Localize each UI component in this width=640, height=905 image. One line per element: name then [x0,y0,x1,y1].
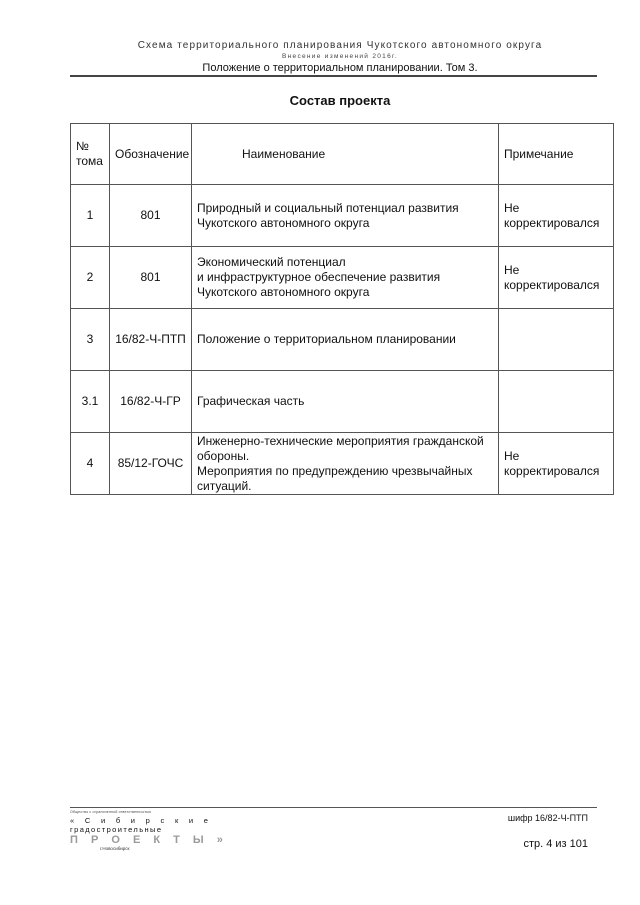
cell-designation: 801 [110,185,192,247]
cell-designation: 85/12-ГОЧС [110,433,192,495]
table-row [71,309,614,371]
cell-note [499,185,614,247]
cell-name-line: ситуаций. [197,478,252,493]
cell-note-line: Не [504,448,520,463]
column-header-volume-number-line2: тома [76,154,103,168]
cell-name-line: Чукотского автономного округа [197,285,370,299]
cell-note [499,433,614,495]
cell-name [192,309,499,371]
cell-volume-number: 2 [71,247,110,309]
cell-name-line: Экономический потенциал [197,255,346,269]
column-header-volume-number-line1: № [76,139,89,153]
cell-note [499,247,614,309]
cell-note-line: Не [504,262,520,277]
table-row [71,433,614,495]
cell-volume-number: 4 [71,433,110,495]
cell-name-line: Графическая часть [197,394,305,408]
footer-rule [70,807,597,808]
cell-designation: 801 [110,247,192,309]
table-header-row [71,124,614,185]
table-row [71,247,614,309]
cell-name [192,247,499,309]
header-rule [70,75,597,77]
cell-name-line: и инфраструктурное обеспечение развития [197,270,441,284]
cell-name-line: Природный и социальный потенциал развития [197,200,459,215]
column-header-note: Примечание [499,124,614,185]
cell-name-line: Инженерно-технические мероприятия гражданской [197,433,484,448]
cell-name [192,371,499,433]
cell-name [192,185,499,247]
table-row [71,371,614,433]
cell-note-line: Не [504,200,520,215]
header-volume: Положение о территориальном планировании. Том 3. [202,62,478,74]
document-cipher: шифр 16/82-Ч-ПТП [507,813,588,823]
header-revision: Внесение изменений 2016г. [282,53,398,60]
logo-line4: П Р О Е К Т Ы » [70,834,228,846]
page-number: стр. 4 из 101 [523,838,588,850]
cell-name [192,433,499,495]
cell-note-line: корректировался [504,215,600,230]
document-title: Состав проекта [289,93,391,108]
cell-designation: 16/82-Ч-ГР [110,371,192,433]
company-logo [70,810,228,851]
header-title: Схема территориального планирования Чукотского автономного округа [137,40,543,51]
composition-table [70,123,614,495]
cell-note [499,309,614,371]
cell-name-line: Мероприятия по предупреждению чрезвычайных [197,463,473,478]
logo-line3: градостроительные [70,825,163,834]
logo-line1: Общество с ограниченной ответственностью [70,810,152,814]
column-header-designation: Обозначение [110,124,192,185]
table-row [71,185,614,247]
cell-volume-number: 3 [71,309,110,371]
cell-name-line: Положение о территориальном планировании [197,332,456,346]
cell-volume-number: 3.1 [71,371,110,433]
cell-name-line: Чукотского автономного округа [197,215,370,230]
column-header-volume-number [71,124,110,185]
cell-designation: 16/82-Ч-ПТП [110,309,192,371]
cell-note-line: корректировался [504,463,600,478]
cell-volume-number: 1 [71,185,110,247]
cell-name-line: обороны. [197,448,250,463]
logo-line2: « С и б и р с к и е [70,816,213,825]
column-header-name: Наименование [192,124,499,185]
logo-line5: г.Новосибирск [100,846,130,851]
cell-note-line: корректировался [504,277,600,292]
cell-note [499,371,614,433]
